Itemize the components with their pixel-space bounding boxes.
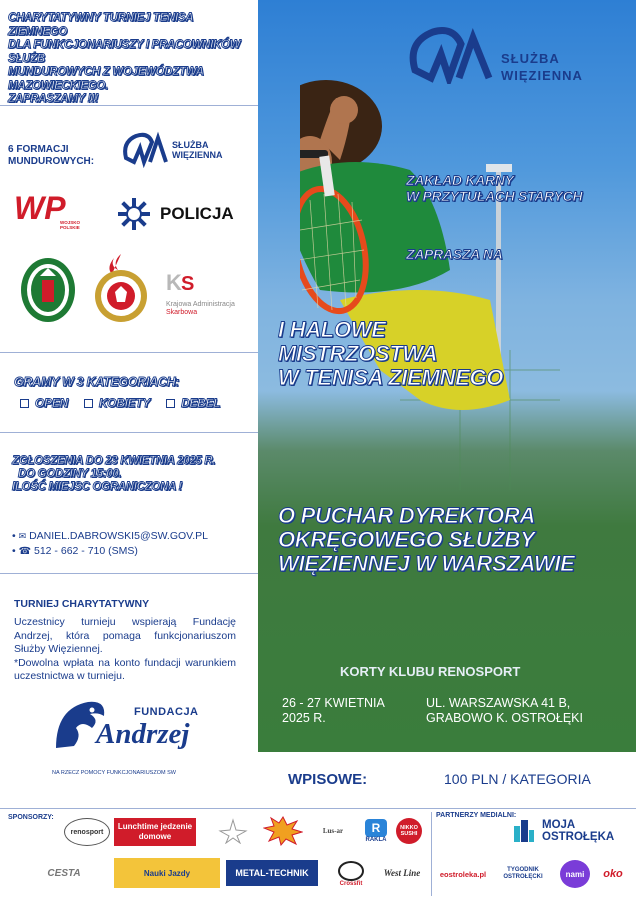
category-item: DEBEL bbox=[166, 396, 220, 410]
sluzba-wiezienna-hero-logo: SŁUŻBA WIĘZIENNA bbox=[405, 22, 497, 89]
invitation-text bbox=[8, 12, 253, 107]
sponsor-logo: renosport bbox=[64, 818, 110, 846]
categories-title: GRAMY W 3 KATEGORIACH: bbox=[14, 375, 180, 389]
policja-logo: POLICJA bbox=[116, 196, 152, 237]
sponsor-logo-burst bbox=[262, 816, 304, 846]
sw-emblem-large-icon bbox=[405, 22, 497, 84]
divider bbox=[0, 352, 258, 353]
categories-list bbox=[20, 396, 220, 410]
event-title: I HALOWE MISTRZOSTWA W TENISA ZIEMNEGO bbox=[278, 317, 504, 390]
sponsor-logo: NIKKO SUSHI bbox=[396, 818, 422, 844]
wojsko-polskie-logo: WP WOJSKO POLSKIE bbox=[14, 190, 81, 230]
svg-text:S: S bbox=[181, 273, 195, 295]
burst-icon bbox=[263, 816, 303, 846]
police-star-icon bbox=[116, 196, 152, 232]
cup-title: O PUCHAR DYREKTORA OKRĘGOWEGO SŁUŻBY WIĘZIENNEJ W WARSZAWIE bbox=[278, 503, 575, 576]
partner-logo: nami bbox=[560, 860, 590, 888]
bullet-icon: • bbox=[12, 530, 16, 542]
phone-icon: ☎ bbox=[18, 546, 32, 557]
sponsor-logo: Lus-ar bbox=[322, 827, 344, 835]
fee-value: 100 PLN / KATEGORIA bbox=[444, 771, 591, 787]
fee-label: WPISOWE: bbox=[288, 771, 368, 788]
kas-emblem-icon bbox=[166, 268, 202, 296]
partner-logo: eostroleka.pl bbox=[439, 869, 487, 879]
sponsor-logo: METAL-TECHNIK bbox=[226, 860, 318, 886]
envelope-icon: ✉ bbox=[18, 531, 27, 541]
category-item: KOBIETY bbox=[84, 396, 150, 410]
tennis-player-illustration bbox=[300, 70, 560, 490]
checkbox-icon bbox=[20, 399, 29, 408]
divider bbox=[0, 573, 258, 574]
phone-contact[interactable]: • ☎ 512 - 662 - 710 (SMS) bbox=[12, 545, 138, 557]
fundacja-andrzej-logo: FUNDACJA Andrzej NA RZECZ POMOCY FUNKCJONARIUSZOM SW bbox=[52, 696, 212, 784]
sponsor-logo: Lunchtime jedzenie domowe bbox=[114, 818, 196, 846]
zaklad-karny-text: ZAKŁAD KARNY W PRZYTUŁACH STARYCH bbox=[406, 172, 583, 204]
checkbox-icon bbox=[84, 399, 93, 408]
media-partners-title: PARTNERZY MEDIALNI: bbox=[436, 812, 517, 819]
sponsor-logo: Nauki Jazdy bbox=[114, 858, 220, 888]
border-guard-badge bbox=[18, 256, 78, 329]
invite-line: MUNDUROWYCH Z WOJEWÓDZTWA MAZOWIECKIEGO. bbox=[8, 66, 204, 92]
email-contact[interactable]: • ✉ DANIEL.DABROWSKI5@SW.GOV.PL bbox=[12, 530, 208, 542]
charity-body: Uczestnicy turnieju wspierają Fundację Andrzej, która pomaga funkcjonariuszom Służby Więziennej. *Dowolna wpłata na konto fundacji warunkiem uczestnictwa w turnieju. bbox=[14, 616, 236, 682]
crossfit-icon bbox=[338, 861, 364, 881]
divider bbox=[0, 808, 636, 809]
sponsor-logo-crossfit: Crossfit bbox=[332, 858, 370, 890]
partner-logo: TYGODNIK OSTROŁĘCKI bbox=[503, 867, 543, 880]
svg-text:K: K bbox=[166, 270, 182, 295]
charity-title: TURNIEJ CHARYTATYWNY bbox=[14, 598, 150, 610]
partner-logo: oko bbox=[603, 868, 623, 880]
registration-deadline: ZGŁOSZENIA DO 23 KWIETNIA 2025 R. DO GODZINY 15:00. ILOŚĆ MIEJSC OGRANICZONA ! bbox=[12, 455, 216, 493]
green-badge-icon bbox=[18, 256, 78, 324]
category-item: OPEN bbox=[20, 396, 68, 410]
venue-name: KORTY KLUBU RENOSPORT bbox=[340, 664, 521, 679]
divider bbox=[0, 432, 258, 433]
rakla-icon: R bbox=[365, 819, 387, 837]
invite-line: ZAPRASZAMY !!! bbox=[8, 93, 99, 105]
sponsor-logo: CESTA bbox=[47, 867, 81, 879]
checkbox-icon bbox=[166, 399, 175, 408]
ornament-icon bbox=[218, 818, 248, 844]
zaprasza-text: ZAPRASZA NA bbox=[406, 246, 503, 262]
sluzba-wiezienna-logo: SŁUŻBA WIĘZIENNA bbox=[120, 128, 170, 173]
sponsor-logo-rakla: R RAKLA bbox=[365, 821, 387, 843]
event-dates: 26 - 27 KWIETNIA 2025 R. bbox=[282, 696, 385, 725]
divider bbox=[431, 812, 432, 896]
moja-ostroleka-logo: MOJA OSTROŁĘKA bbox=[512, 816, 630, 846]
invite-line: DLA FUNKCJONARIUSZY I PRACOWNIKÓW SŁUŻB bbox=[8, 39, 241, 65]
sponsor-logo-emblem bbox=[216, 816, 250, 846]
sponsors-title: SPONSORZY: bbox=[8, 814, 54, 821]
building-icon bbox=[512, 818, 536, 844]
divider bbox=[0, 105, 258, 106]
bullet-icon: • bbox=[12, 545, 16, 557]
sponsor-logo: West Line bbox=[383, 868, 421, 878]
sw-emblem-icon bbox=[120, 128, 170, 168]
kas-logo: K S Krajowa Administracja Skarbowa bbox=[166, 270, 235, 316]
formations-label: 6 FORMACJI MUNDUROWYCH: bbox=[8, 144, 95, 167]
invite-line: CHARYTATYWNY TURNIEJ TENISA ZIEMNEGO bbox=[8, 12, 193, 38]
event-address: UL. WARSZAWSKA 41 B, GRABOWO K. OSTROŁĘKI bbox=[426, 696, 583, 725]
fire-badge-icon bbox=[92, 252, 150, 326]
fire-service-badge bbox=[92, 252, 150, 331]
